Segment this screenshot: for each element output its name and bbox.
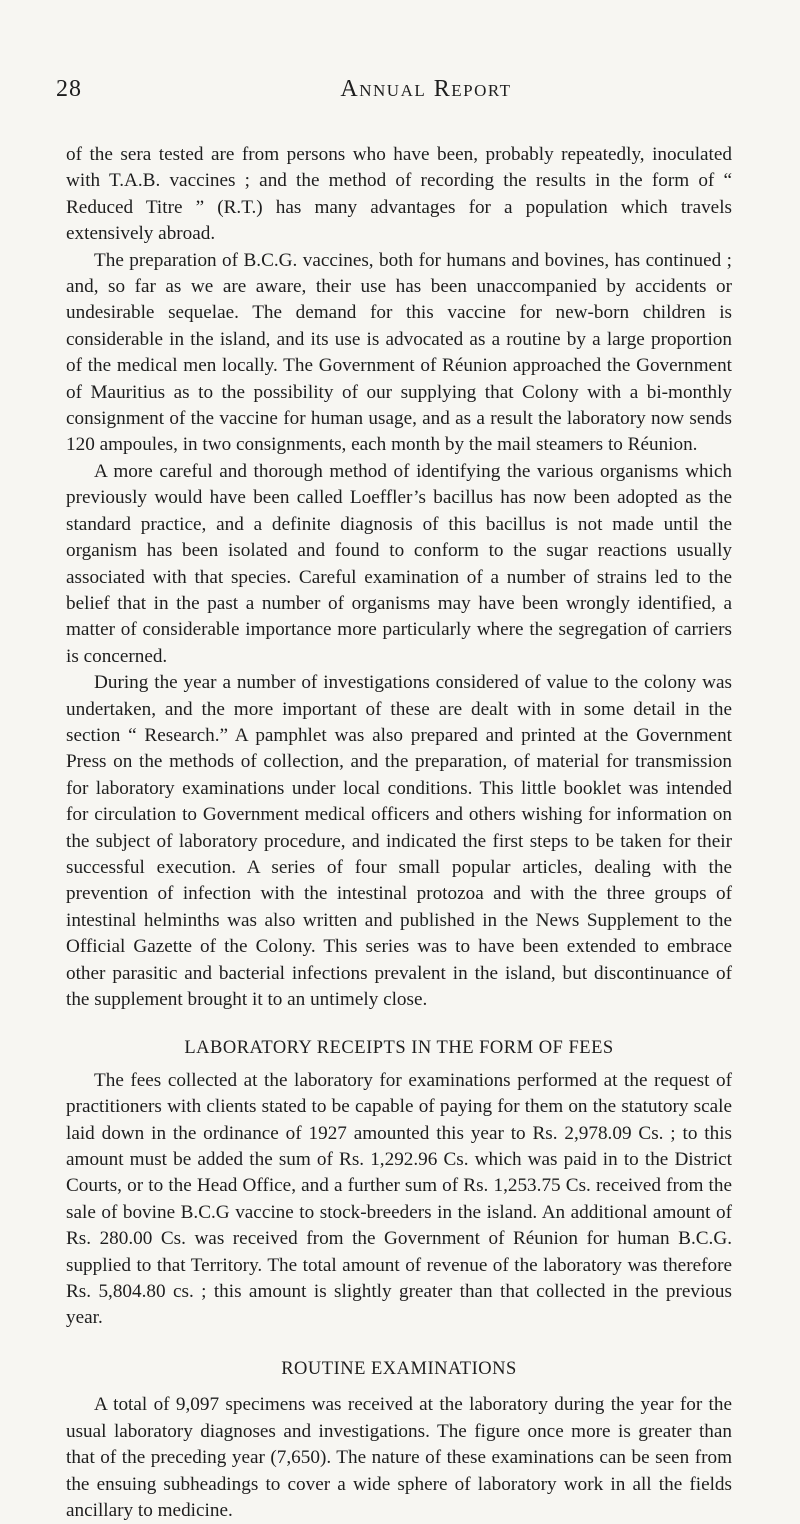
paragraph-investigations: During the year a number of investigations considered of value to the colony was undertaken, and the more important of these are dealt with in some detail in the section “ Research.” A pamphlet was also prepared and printed at the Government Press on the methods of collection, and the preparation, of material for transmission for laboratory examinations under local conditions. This little booklet was intended for circulation to Government medical officers and others wishing for information on the subject of laboratory procedure, and indicated the first steps to be taken for their successful execution. A series of four small popular articles, dealing with the prevention of infection with the intestinal protozoa and with the three groups of intestinal helminths was also written and published in the News Supplement to the Official Gazette of the Colony. This series was to have been extended to embrace other parasitic and bacterial infections prevalent in the island, but discontinuance of the supplement brought it to an untimely close.: [66, 672, 732, 1010]
page-number: 28: [56, 76, 82, 102]
heading-laboratory-receipts: LABORATORY RECEIPTS IN THE FORM OF FEES: [184, 1038, 614, 1059]
paragraph-loeffler: A more careful and thorough method of identifying the various organisms which previously would have been called Loeffler’s bacillus has now been adopted as the standard practice, and a definite diagnosis of this bacillus is not made until the organism has been isolated and found to conform to the sugar reactions usually associated with that species. Careful examination of a number of strains led to the belief that in the past a number of organisms may have been wrongly identified, a matter of considerable importance more particularly where the segregation of carriers is concerned.: [66, 460, 732, 667]
running-head: Annual Report: [340, 76, 512, 102]
paragraph-fees: The fees collected at the laboratory for examinations performed at the request of practitioners with clients stated to be capable of paying for them on the statutory scale laid down in the ordinance of 1927 amounted this year to Rs. 2,978.09 Cs. ; to this amount must be added the sum of Rs. 1,292.96 Cs. which was paid in to the District Courts, or to the Head Office, and a further sum of Rs. 1,253.75 Cs. received from the sale of bovine B.C.G vaccine to stock-breeders in the island. An additional amount of Rs. 280.00 Cs. was received from the Government of Réunion for human B.C.G. supplied to that Territory. The total amount of revenue of the laboratory was therefore Rs. 5,804.80 cs. ; this amount is slightly greater than that collected in the previous year.: [66, 1069, 732, 1329]
paragraph-sera: of the sera tested are from persons who have been, probably repeatedly, inoculated with T.A.B. vaccines ; and the method of recording the results in the form of “ Reduced Titre ” (R.T.) has many advantages for a population which travels extensively abroad.: [66, 144, 732, 245]
heading-routine-examinations: ROUTINE EXAMINATIONS: [281, 1358, 517, 1379]
body-text: [66, 142, 732, 1524]
paragraph-routine: A total of 9,097 specimens was received at the laboratory during the year for the usual laboratory diagnoses and investigations. The figure once more is greater than that of the preceding year (7,650). The nature of these examinations can be seen from the ensuing subheadings to cover a wide sphere of laboratory work in all the fields ancillary to medicine.: [66, 1394, 732, 1521]
paragraph-bcg: The preparation of B.C.G. vaccines, both for humans and bovines, has continued ; and, so far as we are aware, their use has been unaccompanied by accidents or undesirable sequelae. The demand for this vaccine for new-born children is considerable in the island, and its use is advocated as a routine by a large proportion of the medical men locally. The Government of Réunion approached the Government of Mauritius as to the possibility of our supplying that Colony with a bi-monthly consignment of the vaccine for human usage, and as a result the laboratory now sends 120 ampoules, in two consignments, each month by the mail steamers to Réunion.: [66, 249, 732, 456]
page-header: [56, 76, 756, 116]
